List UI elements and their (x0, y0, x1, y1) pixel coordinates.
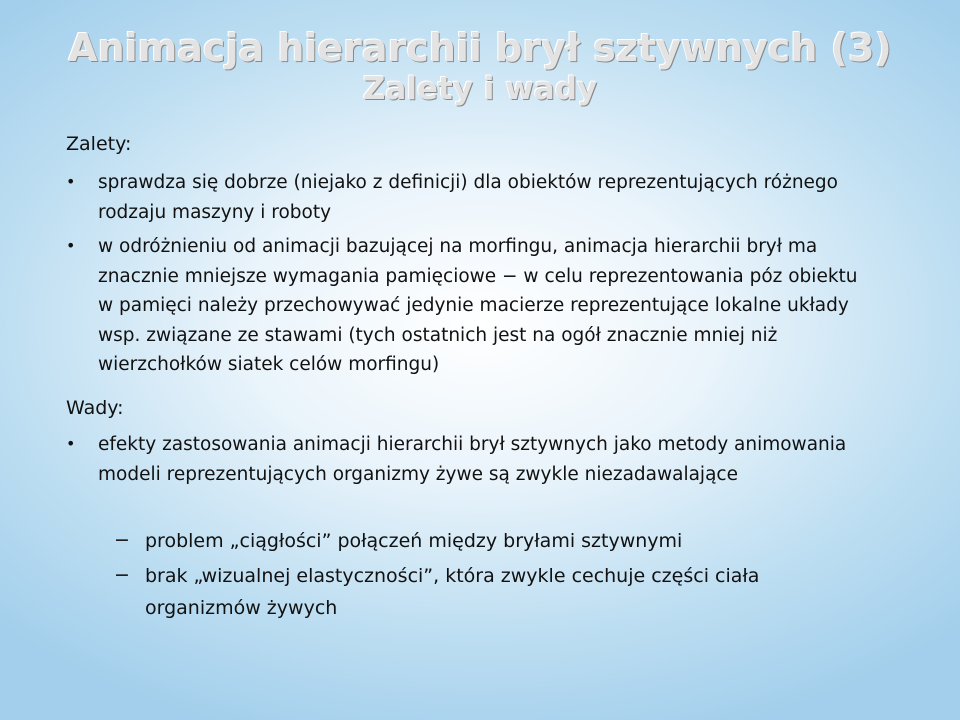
cons-heading: Wady: (66, 397, 124, 419)
cons-item-text: efekty zastosowania animacji hierarchii brył sztywnych jako metody animowania modeli reprezentujących organizmy żywe są zwykle niezadawalające (98, 434, 847, 485)
pros-item-text: sprawdza się dobrze (niejako z definicji) dla obiektów reprezentujących różnego rodzaju maszyny i roboty (98, 172, 838, 223)
bullet-icon: • (66, 236, 76, 255)
cons-subitem-text: problem „ciągłości” połączeń między bryłami sztywnymi (145, 530, 683, 552)
slide-title: Animacja hierarchii brył sztywnych (3) (68, 26, 892, 70)
slide-subtitle: Zalety i wady (362, 71, 598, 107)
cons-subitem-text: brak „wizualnej elastyczności”, która zwykle cechuje części ciała organizmów żywych (145, 565, 760, 619)
bullet-icon: • (66, 172, 76, 191)
bullet-icon: • (66, 434, 76, 453)
pros-item-text: w odróżnieniu od animacji bazującej na morfingu, animacja hierarchii brył ma znacznie mniejsze wymagania pamięciowe − w celu reprezentowania póz obiektu w pamięci należy przechowywać jedynie macierze reprezentujące lokalne układy wsp. związane ze stawami (tych ostatnich jest na ogół znacznie mniej niż wierzchołków siatek celów morfingu) (98, 236, 858, 375)
dash-icon: − (114, 529, 130, 551)
dash-icon: − (114, 564, 130, 586)
pros-heading: Zalety: (66, 133, 132, 155)
